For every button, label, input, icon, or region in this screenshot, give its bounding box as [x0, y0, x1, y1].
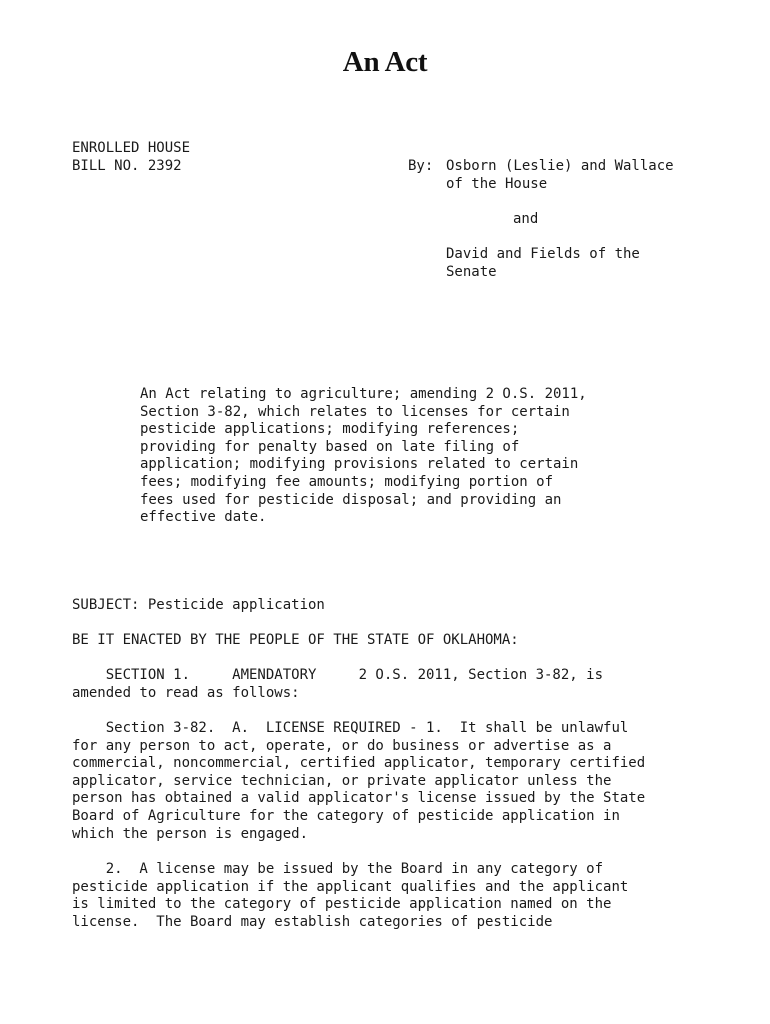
- summary-line: Section 3-82, which relates to licenses for certain: [140, 403, 570, 420]
- bill-label-line1: ENROLLED HOUSE: [72, 140, 191, 156]
- paragraph-2: [72, 861, 628, 931]
- sponsors-house-line2: of the House: [446, 176, 548, 192]
- paragraph-line: pesticide application if the applicant qualifies and the applicant: [72, 878, 629, 895]
- sponsors-and: and: [513, 211, 539, 227]
- sponsors-senate-line2: Senate: [446, 264, 497, 280]
- section-1-heading: [72, 667, 603, 702]
- sponsors-senate-line1: David and Fields of the: [446, 246, 640, 262]
- summary-line: pesticide applications; modifying references;: [140, 421, 520, 438]
- paragraph-line: which the person is engaged.: [72, 825, 309, 842]
- sponsors-by-label: By:: [408, 158, 434, 174]
- paragraph-line: is limited to the category of pesticide application named on the: [72, 896, 612, 913]
- section-heading-line: SECTION 1. AMENDATORY 2 O.S. 2011, Section 3-82, is: [72, 667, 604, 683]
- paragraph-line: applicator, service technician, or private applicator unless the: [72, 772, 612, 789]
- summary-line: fees used for pesticide disposal; and providing an: [140, 491, 562, 508]
- paragraph-line: for any person to act, operate, or do business or advertise as a: [72, 737, 612, 754]
- document-title: An Act: [342, 46, 428, 78]
- paragraph-line: person has obtained a valid applicator's license issued by the State: [72, 790, 646, 807]
- summary-line: fees; modifying fee amounts; modifying portion of: [140, 473, 554, 490]
- paragraph-line: license. The Board may establish categories of pesticide: [72, 913, 553, 930]
- paragraph-a: [72, 720, 645, 843]
- section-heading-line: amended to read as follows:: [72, 684, 300, 701]
- summary-line: effective date.: [140, 509, 267, 526]
- summary-line: providing for penalty based on late filing of: [140, 438, 520, 455]
- subject-line: SUBJECT: Pesticide application: [72, 597, 325, 613]
- paragraph-line: Board of Agriculture for the category of pesticide application in: [72, 807, 620, 824]
- sponsors-house-line1: Osborn (Leslie) and Wallace: [446, 158, 674, 174]
- enacting-clause: BE IT ENACTED BY THE PEOPLE OF THE STATE OF OKLAHOMA:: [72, 632, 519, 648]
- paragraph-line: 2. A license may be issued by the Board in any category of: [72, 861, 604, 877]
- paragraph-line: Section 3-82. A. LICENSE REQUIRED - 1. It shall be unlawful: [72, 720, 629, 736]
- bill-number: BILL NO. 2392: [72, 158, 182, 174]
- paragraph-line: commercial, noncommercial, certified applicator, temporary certified: [72, 755, 646, 772]
- act-summary: [140, 386, 587, 527]
- summary-line: An Act relating to agriculture; amending 2 O.S. 2011,: [140, 386, 587, 402]
- summary-line: application; modifying provisions related to certain: [140, 456, 579, 473]
